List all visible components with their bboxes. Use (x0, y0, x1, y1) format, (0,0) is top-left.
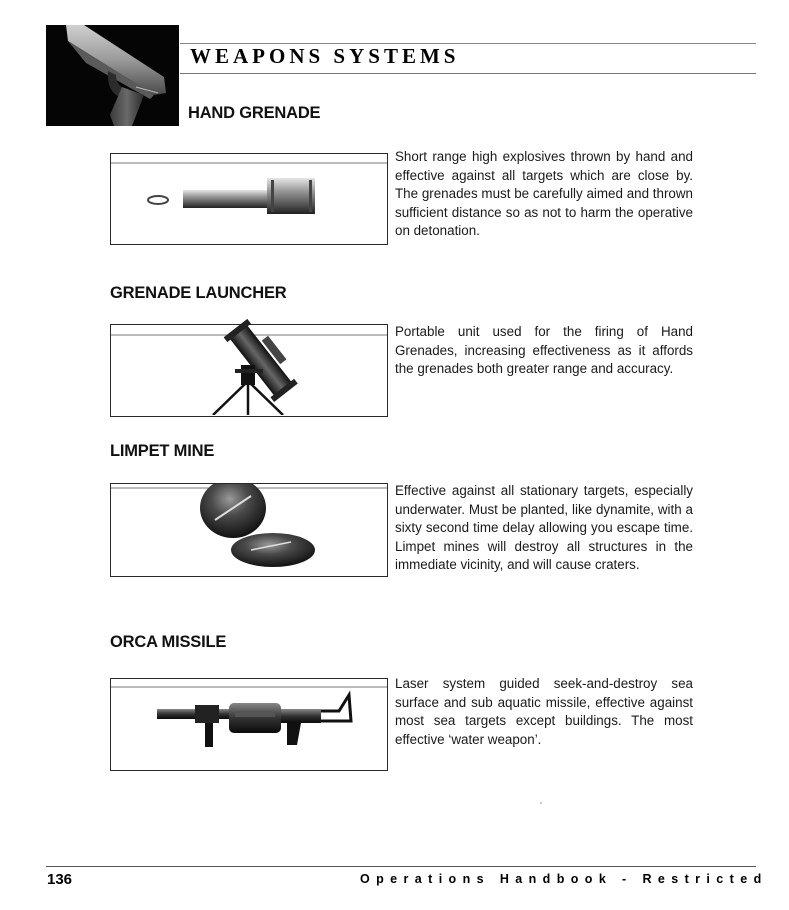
limpet-mine-icon (111, 484, 387, 576)
header-rule-bottom (180, 73, 756, 74)
item-heading-grenade-launcher: GRENADE LAUNCHER (110, 284, 287, 302)
page-number: 136 (47, 871, 73, 888)
item-description: Portable unit used for the firing of Hand Grenades, increasing effectiveness as it affords the grenades both greater range and accuracy. (395, 324, 693, 376)
orca-missile-icon (111, 679, 387, 770)
header-image (46, 25, 179, 126)
footer-running-title: Operations Handbook - Restricted (360, 872, 768, 886)
grenade-launcher-icon (111, 315, 387, 415)
section-title: WEAPONS SYSTEMS (190, 44, 460, 68)
item-description: Effective against all stationary targets, especially underwater. Must be planted, like dynamite, with a sixty second time delay allowing you escape time. Limpet mines will destroy all structures in the immediate vicinity, and will cause craters. (395, 483, 693, 572)
item-image-frame (110, 153, 388, 245)
item-heading-limpet-mine: LIMPET MINE (110, 442, 215, 460)
item-image-frame (110, 324, 388, 417)
item-heading-orca-missile: ORCA MISSILE (110, 633, 227, 651)
scan-speck (540, 802, 542, 804)
item-image-frame (110, 678, 388, 771)
item-image-frame (110, 483, 388, 577)
grenade-icon (111, 154, 387, 244)
footer-rule (46, 866, 756, 867)
item-description: Laser system guided seek-and-destroy sea surface and sub aquatic missile, effective against most sea targets except buildings. The most effective ‘water weapon’. (395, 676, 693, 747)
item-description: Short range high explosives thrown by hand and effective against all targets which are close by. The grenades must be carefully aimed and thrown sufficient distance so as not to harm the operative on detonation. (395, 149, 693, 238)
item-heading-hand-grenade: HAND GRENADE (188, 104, 321, 122)
pistol-icon (46, 25, 179, 126)
